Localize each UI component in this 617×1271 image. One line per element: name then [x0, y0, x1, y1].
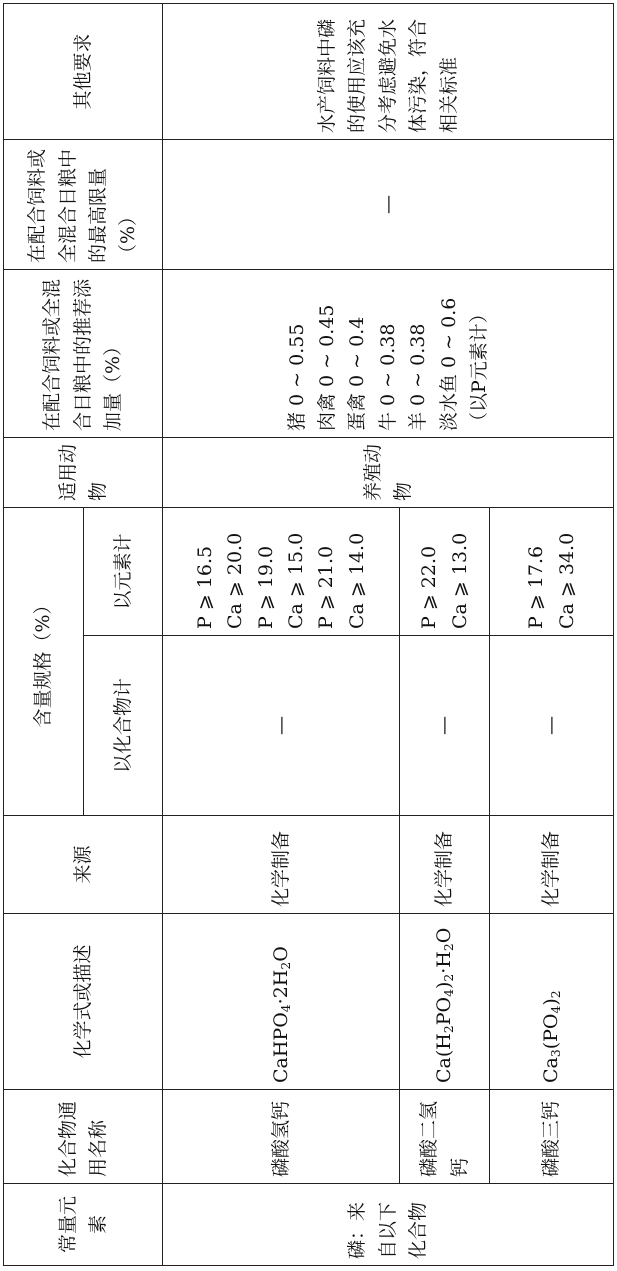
- recommended-line: 猪 0 ~ 0.55: [285, 323, 308, 431]
- element-line: Ca ⩾ 20.0: [224, 532, 247, 629]
- formula-part: ·H: [433, 951, 456, 974]
- recommended-line: 肉禽 0 ~ 0.45: [316, 304, 339, 431]
- recommended-line: 牛 0 ~ 0.38: [376, 323, 399, 431]
- formula-part: ): [540, 998, 563, 1006]
- header-content-spec: 含量规格（%）: [4, 508, 84, 816]
- applicable-animals: 养殖动物: [163, 438, 614, 508]
- formula-part: ·2H: [269, 969, 292, 1005]
- formula-part: PO: [433, 996, 456, 1026]
- formula-part: ): [433, 981, 456, 990]
- element-line: P ⩾ 22.0: [418, 545, 441, 629]
- element-line: P ⩾ 17.6: [525, 545, 548, 629]
- element-line: P ⩾ 21.0: [315, 545, 338, 629]
- content-as-compound: —: [490, 636, 614, 816]
- header-animals: 适用动物: [4, 438, 163, 508]
- content-as-element: [490, 508, 614, 636]
- element-line: Ca ⩾ 13.0: [448, 532, 471, 629]
- source: 化学制备: [490, 816, 614, 914]
- header-as-element: 以元素计: [83, 508, 163, 636]
- other-requirements: 水产饲料中磷的使用应该充分考虑避免水体污染，符合相关标准: [163, 4, 614, 140]
- recommended-line: （以P元素计）: [467, 304, 490, 431]
- compound-name: 磷酸三钙: [490, 1090, 614, 1184]
- formula-sub: 2: [442, 973, 457, 982]
- element-phosphorus: 磷：来自以下化合物: [163, 1184, 614, 1266]
- source: 化学制备: [163, 816, 400, 914]
- formula-part: O: [433, 927, 456, 944]
- header-other: 其他要求: [4, 4, 163, 140]
- element-line: Ca ⩾ 34.0: [555, 532, 578, 629]
- feed-additive-table: [3, 3, 614, 1266]
- header-max-limit: 在配合饲料或全混合日粮中的最高限量（%）: [4, 140, 163, 270]
- recommended-amounts: [163, 270, 614, 438]
- element-line: Ca ⩾ 14.0: [345, 532, 368, 629]
- element-line: P ⩾ 19.0: [254, 545, 277, 629]
- header-compound-name: 化合物通用名称: [4, 1090, 163, 1184]
- formula: [163, 914, 400, 1090]
- formula-part: Ca(H: [433, 1033, 456, 1083]
- recommended-line: 淡水鱼 0 ~ 0.6: [437, 297, 460, 431]
- formula: [490, 914, 614, 1090]
- compound-name: 磷酸氢钙: [163, 1090, 400, 1184]
- recommended-line: 羊 0 ~ 0.38: [407, 323, 430, 431]
- recommended-line: 蛋禽 0 ~ 0.4: [346, 316, 369, 431]
- formula-sub: 4: [278, 1004, 293, 1013]
- content-as-compound: —: [163, 636, 400, 816]
- formula: [400, 914, 490, 1090]
- header-recommended: 在配合饲料或全混合日粮中的推荐添加量（%）: [4, 270, 163, 438]
- header-row-1: [4, 4, 84, 1266]
- formula-part: CaHPO: [269, 1012, 292, 1083]
- formula-sub: 4: [549, 1005, 564, 1014]
- formula-sub: 2: [549, 990, 564, 999]
- formula-part: (PO: [540, 1013, 563, 1050]
- content-as-element: [400, 508, 490, 636]
- formula-sub: 2: [442, 943, 457, 952]
- max-limit: —: [163, 140, 614, 270]
- formula-part: Ca: [540, 1057, 563, 1083]
- formula-part: O: [269, 946, 292, 962]
- formula-sub: 4: [442, 989, 457, 997]
- source: 化学制备: [400, 816, 490, 914]
- header-source: 来源: [4, 816, 163, 914]
- content-as-element: [163, 508, 400, 636]
- header-element: 常量元素: [4, 1184, 163, 1266]
- formula-sub: 2: [442, 1025, 457, 1034]
- formula-sub: 2: [278, 961, 293, 970]
- header-as-compound: 以化合物计: [83, 636, 163, 816]
- compound-name: 磷酸二氢钙: [400, 1090, 490, 1184]
- element-line: P ⩾ 16.5: [193, 545, 216, 629]
- header-formula: 化学式或描述: [4, 914, 163, 1090]
- formula-sub: 3: [549, 1049, 564, 1058]
- element-line: Ca ⩾ 15.0: [285, 532, 307, 629]
- content-as-compound: —: [400, 636, 490, 816]
- table-row: [163, 4, 400, 1266]
